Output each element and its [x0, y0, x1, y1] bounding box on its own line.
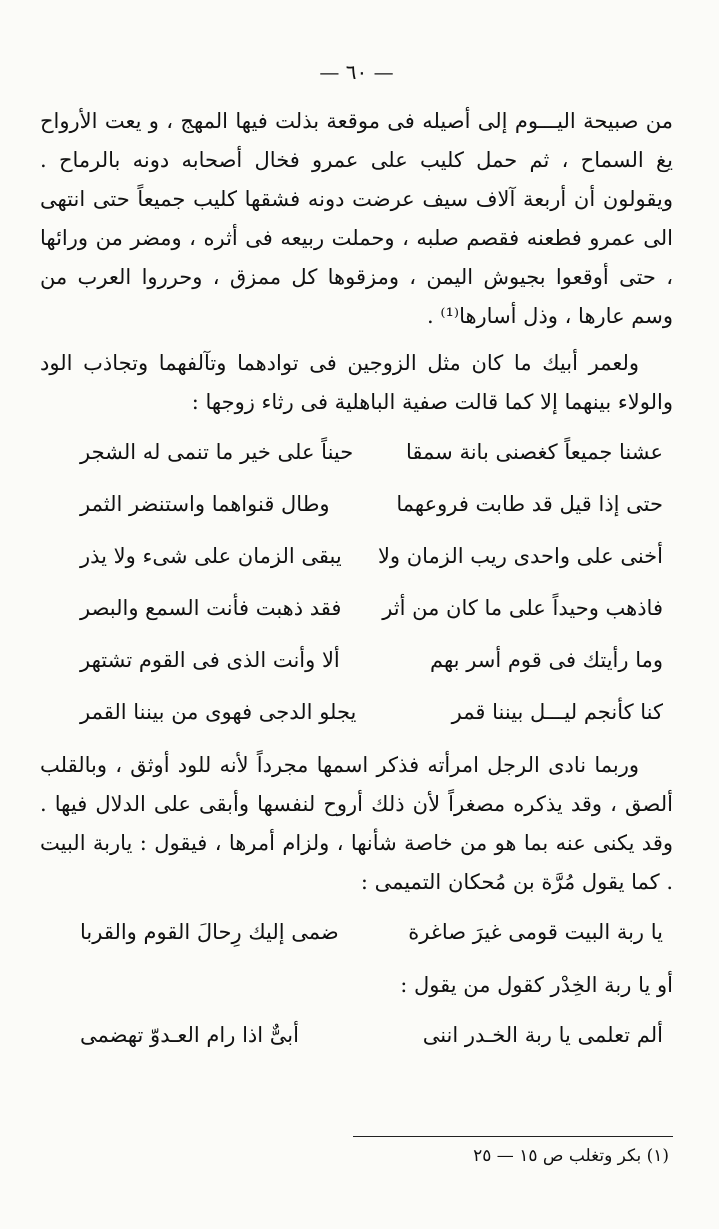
verse-first-half: حتى إذا قيل قد طابت فروعهما: [396, 492, 663, 516]
verse-first-half: يا ربة البيت قومى غيرَ صاغرة: [408, 920, 663, 944]
verse-second-half: حيناً على خير ما تنمى له الشجر: [80, 440, 354, 464]
poem-murra: [40, 906, 673, 958]
verse-second-half: وطال قنواهما واستنضر الثمر: [80, 492, 330, 516]
verse-second-half: ضمى إليك رِحالَ القوم والقربا: [80, 920, 339, 944]
verse-second-half: يبقى الزمان على شىء ولا يذر: [80, 544, 342, 568]
verse-first-half: وما رأيتك فى قوم أسر بهم: [430, 648, 663, 672]
paragraph: من صبيحة اليـــوم إلى أصيله فى موقعة بذلت فيها المهج ، و يعت الأرواح يغ السماح ، ثم حمل كليب على عمرو فخال أصحابه دونه بالرماح . ويقولون أن أربعة آلاف سيف عرضت دونه فشقها كليب جميعاً حتى انتهى الى عمرو فطعنه فقصم صلبه ، وحملت ربيعه فى أثره ، ومضر من ورائها ، حتى أوقعوا بجيوش اليمن ، ومزقوها كل ممزق ، وحرروا العرب من وسم عارها ، وذل أسارها⁽¹⁾ .: [40, 109, 673, 328]
verse-second-half: فقد ذهبت فأنت السمع والبصر: [80, 596, 342, 620]
verse: [40, 426, 673, 478]
paragraph: ولعمر أبيك ما كان مثل الزوجين فى توادهما وتآلفهما وتجاذب الود والولاء بينهما إلا كما قالت صفية الباهلية فى رثاء زوجها :: [40, 351, 673, 414]
verse: [40, 686, 673, 738]
verse-second-half: أبىٌّ اذا رام العـدوّ تهضمى: [80, 1023, 299, 1047]
verse-first-half: ألم تعلمى يا ربة الخـدر اننى: [422, 1023, 663, 1047]
verse-second-half: ألا وأنت الذى فى القوم تشتهر: [80, 648, 340, 672]
verse: [40, 906, 673, 958]
verse-first-half: عشنا جميعاً كغصنى بانة سمقا: [406, 440, 663, 464]
verse-first-half: كنا كأنجم ليـــل بيننا قمر: [451, 700, 663, 724]
verse-second-half: يجلو الدجى فهوى من بيننا القمر: [80, 700, 357, 724]
bridge-text: [40, 966, 673, 1005]
paragraph: وربما نادى الرجل امرأته فذكر اسمها مجرداً لأنه للود أوثق ، وبالقلب ألصق ، وقد يذكره مصغراً لأن ذلك أروح لنفسها وأبقى على الدلال فيها . وقد يكنى عنه بما هو من خاصة شأنها ، ولزام أمرها ، فيقول : ياربة البيت . كما يقول مُرَّة بن مُحكان التميمى :: [40, 753, 673, 894]
verse: [40, 1009, 673, 1061]
main-text-continued: [40, 746, 673, 902]
footnote-divider: [353, 1136, 673, 1137]
poem-khidr: [40, 1009, 673, 1061]
verse: [40, 582, 673, 634]
verse: [40, 478, 673, 530]
main-text: [40, 102, 673, 422]
verse: [40, 530, 673, 582]
verse: [40, 634, 673, 686]
footnote: (١) بكر وتغلب ص ١٥ — ٢٥: [473, 1146, 669, 1166]
verse-first-half: أخنى على واحدى ريب الزمان ولا: [377, 544, 663, 568]
poem-safiya: [40, 426, 673, 738]
verse-first-half: فاذهب وحيداً على ما كان من أثر: [382, 596, 663, 620]
paragraph: أو يا ربة الخِدْر كقول من يقول :: [400, 973, 673, 997]
page-number: — ٦٠ —: [319, 60, 394, 84]
